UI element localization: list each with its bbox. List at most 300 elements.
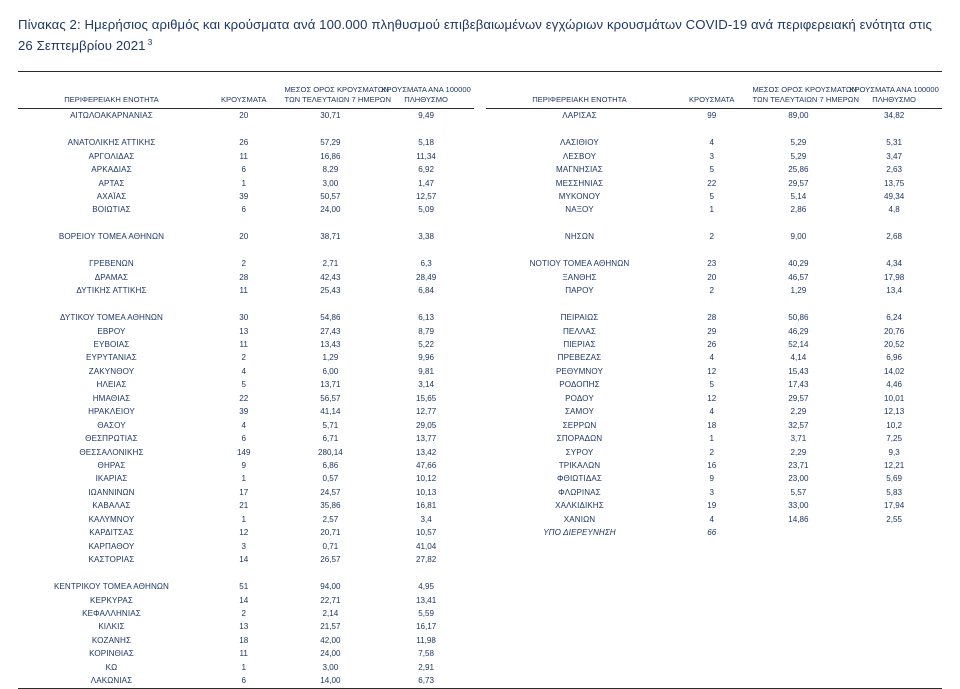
cell-per100k: 5,18 [418,138,434,148]
table-row [486,271,942,284]
cell-region-name: ΡΕΘΥΜΝΟΥ [555,366,603,376]
cell-per100k: 34,82 [883,111,905,121]
cell-per100k: 6,3 [420,259,432,269]
cell-region-name: ΧΑΝΙΩΝ [563,514,596,524]
cell-per100k: 13,41 [415,595,437,605]
cell-region-name: ΙΚΑΡΙΑΣ [95,474,128,484]
cell-cases: 23 [707,259,717,269]
cell-avg7: 23,00 [788,474,809,484]
cell-avg7: 13,43 [320,339,341,349]
cell-per100k: 5,31 [886,138,902,148]
table-row [486,257,942,270]
cell-region-name: ΑΡΤΑΣ [98,178,125,188]
cell-cases: 2 [241,353,246,363]
cell-cases: 28 [239,272,249,282]
cell-cases: 6 [241,165,246,175]
cell-avg7: 5,57 [790,487,807,497]
cell-avg7: 38,71 [320,232,341,242]
spacer-cell [378,567,474,580]
cell-avg7: 30,71 [320,111,341,121]
cell-per100k: 5,59 [418,609,434,619]
cell-cases: 149 [236,447,251,457]
cell-per100k: 8,79 [418,326,434,336]
cell-per100k: 6,92 [418,165,434,175]
cell-avg7: 52,14 [788,339,809,349]
spacer-cell [205,567,283,580]
table-row [18,607,474,620]
header-cases [205,72,283,109]
cell-per100k: 27,82 [415,555,437,565]
spacer-cell [750,217,846,230]
cell-cases: 4 [241,420,246,430]
table-row [18,446,474,459]
cell-cases: 5 [241,380,246,390]
cell-region-name: ΚΙΛΚΙΣ [98,622,125,632]
header-region-label: ΠΕΡΙΦΕΡΕΙΑΚΗ ΕΝΟΤΗΤΑ [532,95,627,105]
table-row [18,472,474,485]
cell-per100k: 4,34 [886,259,902,269]
cell-cases: 2 [709,232,714,242]
spacer-cell [673,244,751,257]
cell-per100k: 12,57 [415,191,437,201]
cell-per100k: 11,34 [416,151,436,161]
spacer-cell [846,123,942,136]
spacer-cell [750,298,846,311]
table-row [18,405,474,418]
spacer-cell [673,123,751,136]
spacer-cell [486,217,673,230]
spacer-cell [282,244,378,257]
cell-region-name: ΚΟΖΑΝΗΣ [91,635,132,645]
table-body-left [18,109,474,688]
spacer-cell [205,298,283,311]
cell-cases: 4 [709,138,714,148]
table-row [18,325,474,338]
cell-avg7: 16,86 [320,151,341,161]
cell-avg7: 24,57 [320,487,341,497]
header-avg7-line1: ΜΕΣΟΣ ΟΡΟΣ ΚΡΟΥΣΜΑΤΩΝ [752,84,857,94]
table-row [486,419,942,432]
spacer-cell [486,244,673,257]
table-row [18,553,474,566]
cell-per100k: 6,96 [886,353,902,363]
table-panels [18,72,942,688]
cell-avg7: 6,00 [322,366,339,376]
cell-cases: 4 [709,514,714,524]
cell-cases: 4 [241,366,246,376]
cell-per100k: 2,91 [418,662,434,672]
cell-cases: 3 [241,541,246,551]
cell-region-name: ΣΑΜΟΥ [564,407,595,417]
cell-per100k: 3,14 [418,380,434,390]
table-row [18,311,474,324]
cell-cases: 26 [707,339,717,349]
spacer-cell [378,244,474,257]
table-spacer-row [18,298,474,311]
cell-avg7: 50,57 [320,191,341,201]
cell-region-name: ΧΑΛΚΙΔΙΚΗΣ [555,501,604,511]
cell-per100k: 5,69 [886,474,902,484]
cell-per100k: 1,47 [418,178,434,188]
cell-region-name: ΑΙΤΩΛΟΑΚΑΡΝΑΝΙΑΣ [70,111,153,121]
cell-avg7: 14,00 [320,676,341,686]
cell-per100k: 17,98 [883,272,905,282]
header-avg7-line2: ΤΩΝ ΤΕΛΕΥΤΑΙΩΝ 7 ΗΜΕΡΩΝ [752,95,859,105]
table-row [486,338,942,351]
cell-per100k: 11,98 [416,635,436,645]
cell-per100k: 10,2 [886,420,902,430]
table-row [486,177,942,190]
header-cases [673,72,751,109]
table-row [486,513,942,526]
cell-avg7 [750,526,846,539]
header-cases-label: ΚΡΟΥΣΜΑΤΑ [688,95,735,105]
table-row [18,419,474,432]
cell-cases: 3 [709,487,714,497]
cell-region-name: ΥΠΟ ΔΙΕΡΕΥΝΗΣΗ [543,528,616,538]
cell-cases: 19 [707,501,717,511]
cell-avg7: 25,86 [788,165,809,175]
cell-per100k: 6,24 [886,313,902,323]
table-row [486,150,942,163]
table-panel-right [480,72,942,688]
cell-cases: 9 [241,461,246,471]
cell-per100k: 47,66 [415,461,437,471]
cell-region-name: ΜΕΣΣΗΝΙΑΣ [555,178,604,188]
cell-region-name: ΚΑΛΥΜΝΟΥ [88,514,135,524]
cell-cases: 30 [239,313,249,323]
cell-region-name: ΑΝΑΤΟΛΙΚΗΣ ΑΤΤΙΚΗΣ [67,138,156,148]
cell-avg7: 0,57 [322,474,339,484]
cell-cases: 16 [707,461,717,471]
cell-region-name: ΚΕΡΚΥΡΑΣ [89,595,133,605]
cell-region-name: ΡΟΔΟΠΗΣ [559,380,600,390]
table-row [486,392,942,405]
cell-region-name: ΠΑΡΟΥ [565,286,594,296]
table-row [486,405,942,418]
cell-avg7: 0,71 [322,541,339,551]
caption-footnote-marker: 3 [147,36,153,47]
cell-per100k: 6,84 [418,286,434,296]
table-row [18,580,474,593]
cell-region-name: ΠΙΕΡΙΑΣ [563,339,596,349]
table-row [18,540,474,553]
spacer-cell [673,298,751,311]
table-row [18,594,474,607]
cell-region-name: ΚΟΡΙΝΘΙΑΣ [89,649,134,659]
table-spacer-row [18,217,474,230]
cell-avg7: 1,29 [322,353,339,363]
table-row [18,257,474,270]
cell-region-name: ΠΡΕΒΕΖΑΣ [557,353,602,363]
cell-region-name: ΦΛΩΡΙΝΑΣ [558,487,601,497]
cell-cases: 2 [241,609,246,619]
cell-region-name: ΝΑΞΟΥ [565,205,594,215]
cell-cases: 18 [239,635,249,645]
header-region-label: ΠΕΡΙΦΕΡΕΙΑΚΗ ΕΝΟΤΗΤΑ [64,95,159,105]
cell-avg7: 40,29 [788,259,809,269]
cell-cases: 99 [707,111,717,121]
cell-per100k: 13,77 [415,434,437,444]
table-row [18,109,474,123]
header-cases-label: ΚΡΟΥΣΜΑΤΑ [220,95,267,105]
cell-cases: 12 [239,528,249,538]
cell-cases: 2 [709,286,714,296]
cell-per100k: 13,4 [886,286,902,296]
cell-region-name: ΑΡΚΑΔΙΑΣ [91,165,132,175]
cell-cases: 6 [241,205,246,215]
cell-avg7: 42,43 [320,272,341,282]
cell-region-name: ΚΕΦΑΛΛΗΝΙΑΣ [82,609,141,619]
table-spacer-row [486,244,942,257]
cell-per100k: 7,25 [886,434,902,444]
spacer-cell [282,217,378,230]
cell-avg7: 94,00 [320,582,341,592]
cell-region-name: ΔΥΤΙΚΟΥ ΤΟΜΕΑ ΑΘΗΝΩΝ [59,313,163,323]
cell-avg7: 57,29 [320,138,341,148]
table-row [486,190,942,203]
table-spacer-row [18,244,474,257]
cell-per100k: 41,04 [415,541,437,551]
cell-per100k: 15,65 [415,393,437,403]
cell-region-name: ΗΛΕΙΑΣ [96,380,127,390]
spacer-cell [378,123,474,136]
spacer-cell [673,217,751,230]
cell-avg7: 26,57 [320,555,341,565]
cell-per100k: 4,8 [888,205,900,215]
cell-per100k: 20,52 [883,339,905,349]
cell-per100k: 16,81 [415,501,437,511]
cell-avg7: 20,71 [320,528,341,538]
cell-per100k: 16,17 [415,622,437,632]
cell-avg7: 8,29 [322,165,339,175]
cell-avg7: 1,29 [790,286,807,296]
cell-per100k: 2,55 [886,514,902,524]
spacer-cell [205,217,283,230]
cell-avg7: 3,71 [790,434,807,444]
cell-per100k: 10,12 [415,474,437,484]
table-row [18,365,474,378]
cell-avg7: 13,71 [320,380,341,390]
cell-region-name: ΚΑΡΠΑΘΟΥ [88,541,135,551]
spacer-cell [18,217,205,230]
cell-cases: 1 [709,434,714,444]
cell-avg7: 54,86 [320,313,341,323]
cell-per100k: 12,21 [883,461,905,471]
cell-cases: 6 [241,434,246,444]
table-row [18,136,474,149]
cell-avg7: 29,57 [788,178,809,188]
table-row [486,365,942,378]
spacer-cell [750,244,846,257]
cell-per100k: 5,22 [418,339,434,349]
spacer-cell [750,123,846,136]
cell-per100k: 10,01 [883,393,905,403]
cell-per100k: 20,76 [883,326,905,336]
cell-avg7: 27,43 [320,326,341,336]
table-row [18,177,474,190]
spacer-cell [378,217,474,230]
cell-avg7: 17,43 [788,380,809,390]
cell-per100k: 28,49 [415,272,437,282]
cell-cases: 22 [239,393,249,403]
cell-region-name: ΠΕΛΛΑΣ [562,326,596,336]
table-row [18,634,474,647]
cell-cases: 66 [707,528,717,538]
cell-region-name: ΣΕΡΡΩΝ [562,420,597,430]
cell-avg7: 23,71 [788,461,809,471]
table-row [486,472,942,485]
table-row [486,230,942,243]
spacer-cell [205,244,283,257]
cell-avg7: 89,00 [788,111,809,121]
cell-avg7: 5,14 [790,191,807,201]
cell-cases: 3 [709,151,714,161]
cell-cases: 39 [239,407,249,417]
table-row [486,378,942,391]
table-row [486,432,942,445]
cell-region-name: ΑΧΑΪΑΣ [96,191,127,201]
cell-cases: 14 [239,555,249,565]
cell-region-name: ΕΥΡΥΤΑΝΙΑΣ [86,353,137,363]
cell-cases: 11 [239,649,248,659]
cell-cases: 51 [239,582,249,592]
table-row [18,513,474,526]
table-row [486,486,942,499]
table-row [18,271,474,284]
cell-region-name: ΕΒΡΟΥ [97,326,126,336]
cell-avg7: 24,00 [320,205,341,215]
table-spacer-row [486,298,942,311]
cell-per100k: 3,38 [418,232,434,242]
cell-cases: 2 [709,447,714,457]
cell-per100k [846,526,942,539]
cell-avg7: 50,86 [788,313,809,323]
cell-avg7: 41,14 [320,407,341,417]
table-spacer-row [18,567,474,580]
cell-region-name: ΒΟΡΕΙΟΥ ΤΟΜΕΑ ΑΘΗΝΩΝ [58,232,165,242]
cell-per100k: 5,09 [418,205,434,215]
cell-cases: 11 [239,339,248,349]
table-row [486,526,942,539]
cell-avg7: 46,29 [788,326,809,336]
cell-avg7: 2,29 [790,407,807,417]
spacer-cell [282,298,378,311]
cell-cases: 4 [709,407,714,417]
cell-cases: 13 [239,326,249,336]
cell-per100k: 9,81 [418,366,434,376]
table-spacer-row [18,123,474,136]
table-row [18,230,474,243]
cell-per100k: 2,63 [886,165,902,175]
cell-avg7: 5,29 [790,138,807,148]
cell-per100k: 17,94 [883,501,905,511]
cell-region-name: ΦΘΙΩΤΙΔΑΣ [556,474,602,484]
cell-avg7: 3,00 [322,662,339,672]
cell-cases: 13 [239,622,249,632]
cell-region-name: ΘΕΣΣΑΛΟΝΙΚΗΣ [79,447,144,457]
table-row [486,136,942,149]
table-row [486,351,942,364]
header-region [486,72,673,109]
table-body-right [486,109,942,540]
cell-avg7: 14,86 [788,514,809,524]
table-row [18,459,474,472]
cell-region-name: ΜΑΓΝΗΣΙΑΣ [556,165,603,175]
table-row [18,150,474,163]
table-row [18,378,474,391]
spacer-cell [378,298,474,311]
table-row [486,284,942,297]
cell-cases: 21 [239,501,249,511]
cell-region-name: ΘΑΣΟΥ [97,420,126,430]
table-row [18,620,474,633]
cell-avg7: 280,14 [317,447,343,457]
table-head-left [18,72,474,109]
cell-cases: 4 [709,353,714,363]
table-row [486,499,942,512]
cell-region-name: ΚΑΣΤΟΡΙΑΣ [88,555,135,565]
cell-region-name: ΞΑΝΘΗΣ [562,272,597,282]
cell-avg7: 4,14 [790,353,807,363]
cell-cases: 20 [707,272,717,282]
cell-region-name: ΣΥΡΟΥ [565,447,594,457]
table-row [18,190,474,203]
cell-cases: 6 [241,676,246,686]
spacer-cell [282,567,378,580]
table-row [486,459,942,472]
table-row [18,526,474,539]
cell-avg7: 2,14 [322,609,339,619]
cell-avg7: 15,43 [788,366,809,376]
cell-per100k: 2,68 [886,232,902,242]
cell-cases: 22 [707,178,717,188]
header-region [18,72,205,109]
table-row [18,661,474,674]
cell-avg7: 5,29 [790,151,807,161]
cell-cases: 1 [241,662,246,672]
cell-region-name: ΝΗΣΩΝ [564,232,595,242]
table-row [18,647,474,660]
cell-region-name: ΕΥΒΟΙΑΣ [93,339,130,349]
cell-avg7: 22,71 [320,595,341,605]
cell-region-name: ΠΕΙΡΑΙΩΣ [560,313,599,323]
cell-cases: 29 [707,326,717,336]
header-per100k-line1: ΚΡΟΥΣΜΑΤΑ ΑΝΑ 100000 [381,84,471,94]
cell-avg7: 2,29 [790,447,807,457]
cell-per100k: 4,46 [886,380,902,390]
header-avg7-line1: ΜΕΣΟΣ ΟΡΟΣ ΚΡΟΥΣΜΑΤΩΝ [284,84,389,94]
caption-text: Πίνακας 2: Ημερήσιος αριθμός και κρούσματα ανά 100.000 πληθυσμού επιβεβαιωμένων εγχώριων κρουσμάτων COVID-19 ανά περιφερειακή ενότητα στις 26 Σεπτεμβρίου 2021 [18,17,932,54]
cell-cases: 1 [241,474,246,484]
table-row [486,109,942,123]
cell-avg7: 25,43 [320,286,341,296]
table-row [486,446,942,459]
cell-cases: 28 [707,313,717,323]
header-avg7-line2: ΤΩΝ ΤΕΛΕΥΤΑΙΩΝ 7 ΗΜΕΡΩΝ [284,95,391,105]
cell-region-name: ΛΕΣΒΟΥ [562,151,597,161]
cell-cases: 20 [239,232,249,242]
cell-region-name: ΚΕΝΤΡΙΚΟΥ ΤΟΜΕΑ ΑΘΗΝΩΝ [53,582,170,592]
cell-region-name: ΚΑΒΑΛΑΣ [92,501,131,511]
cell-region-name: ΒΟΙΩΤΙΑΣ [92,205,131,215]
spacer-cell [846,217,942,230]
table-row [486,311,942,324]
cell-avg7: 21,57 [320,622,341,632]
table-head-right [486,72,942,109]
table-row [18,432,474,445]
cell-cases: 12 [707,393,717,403]
